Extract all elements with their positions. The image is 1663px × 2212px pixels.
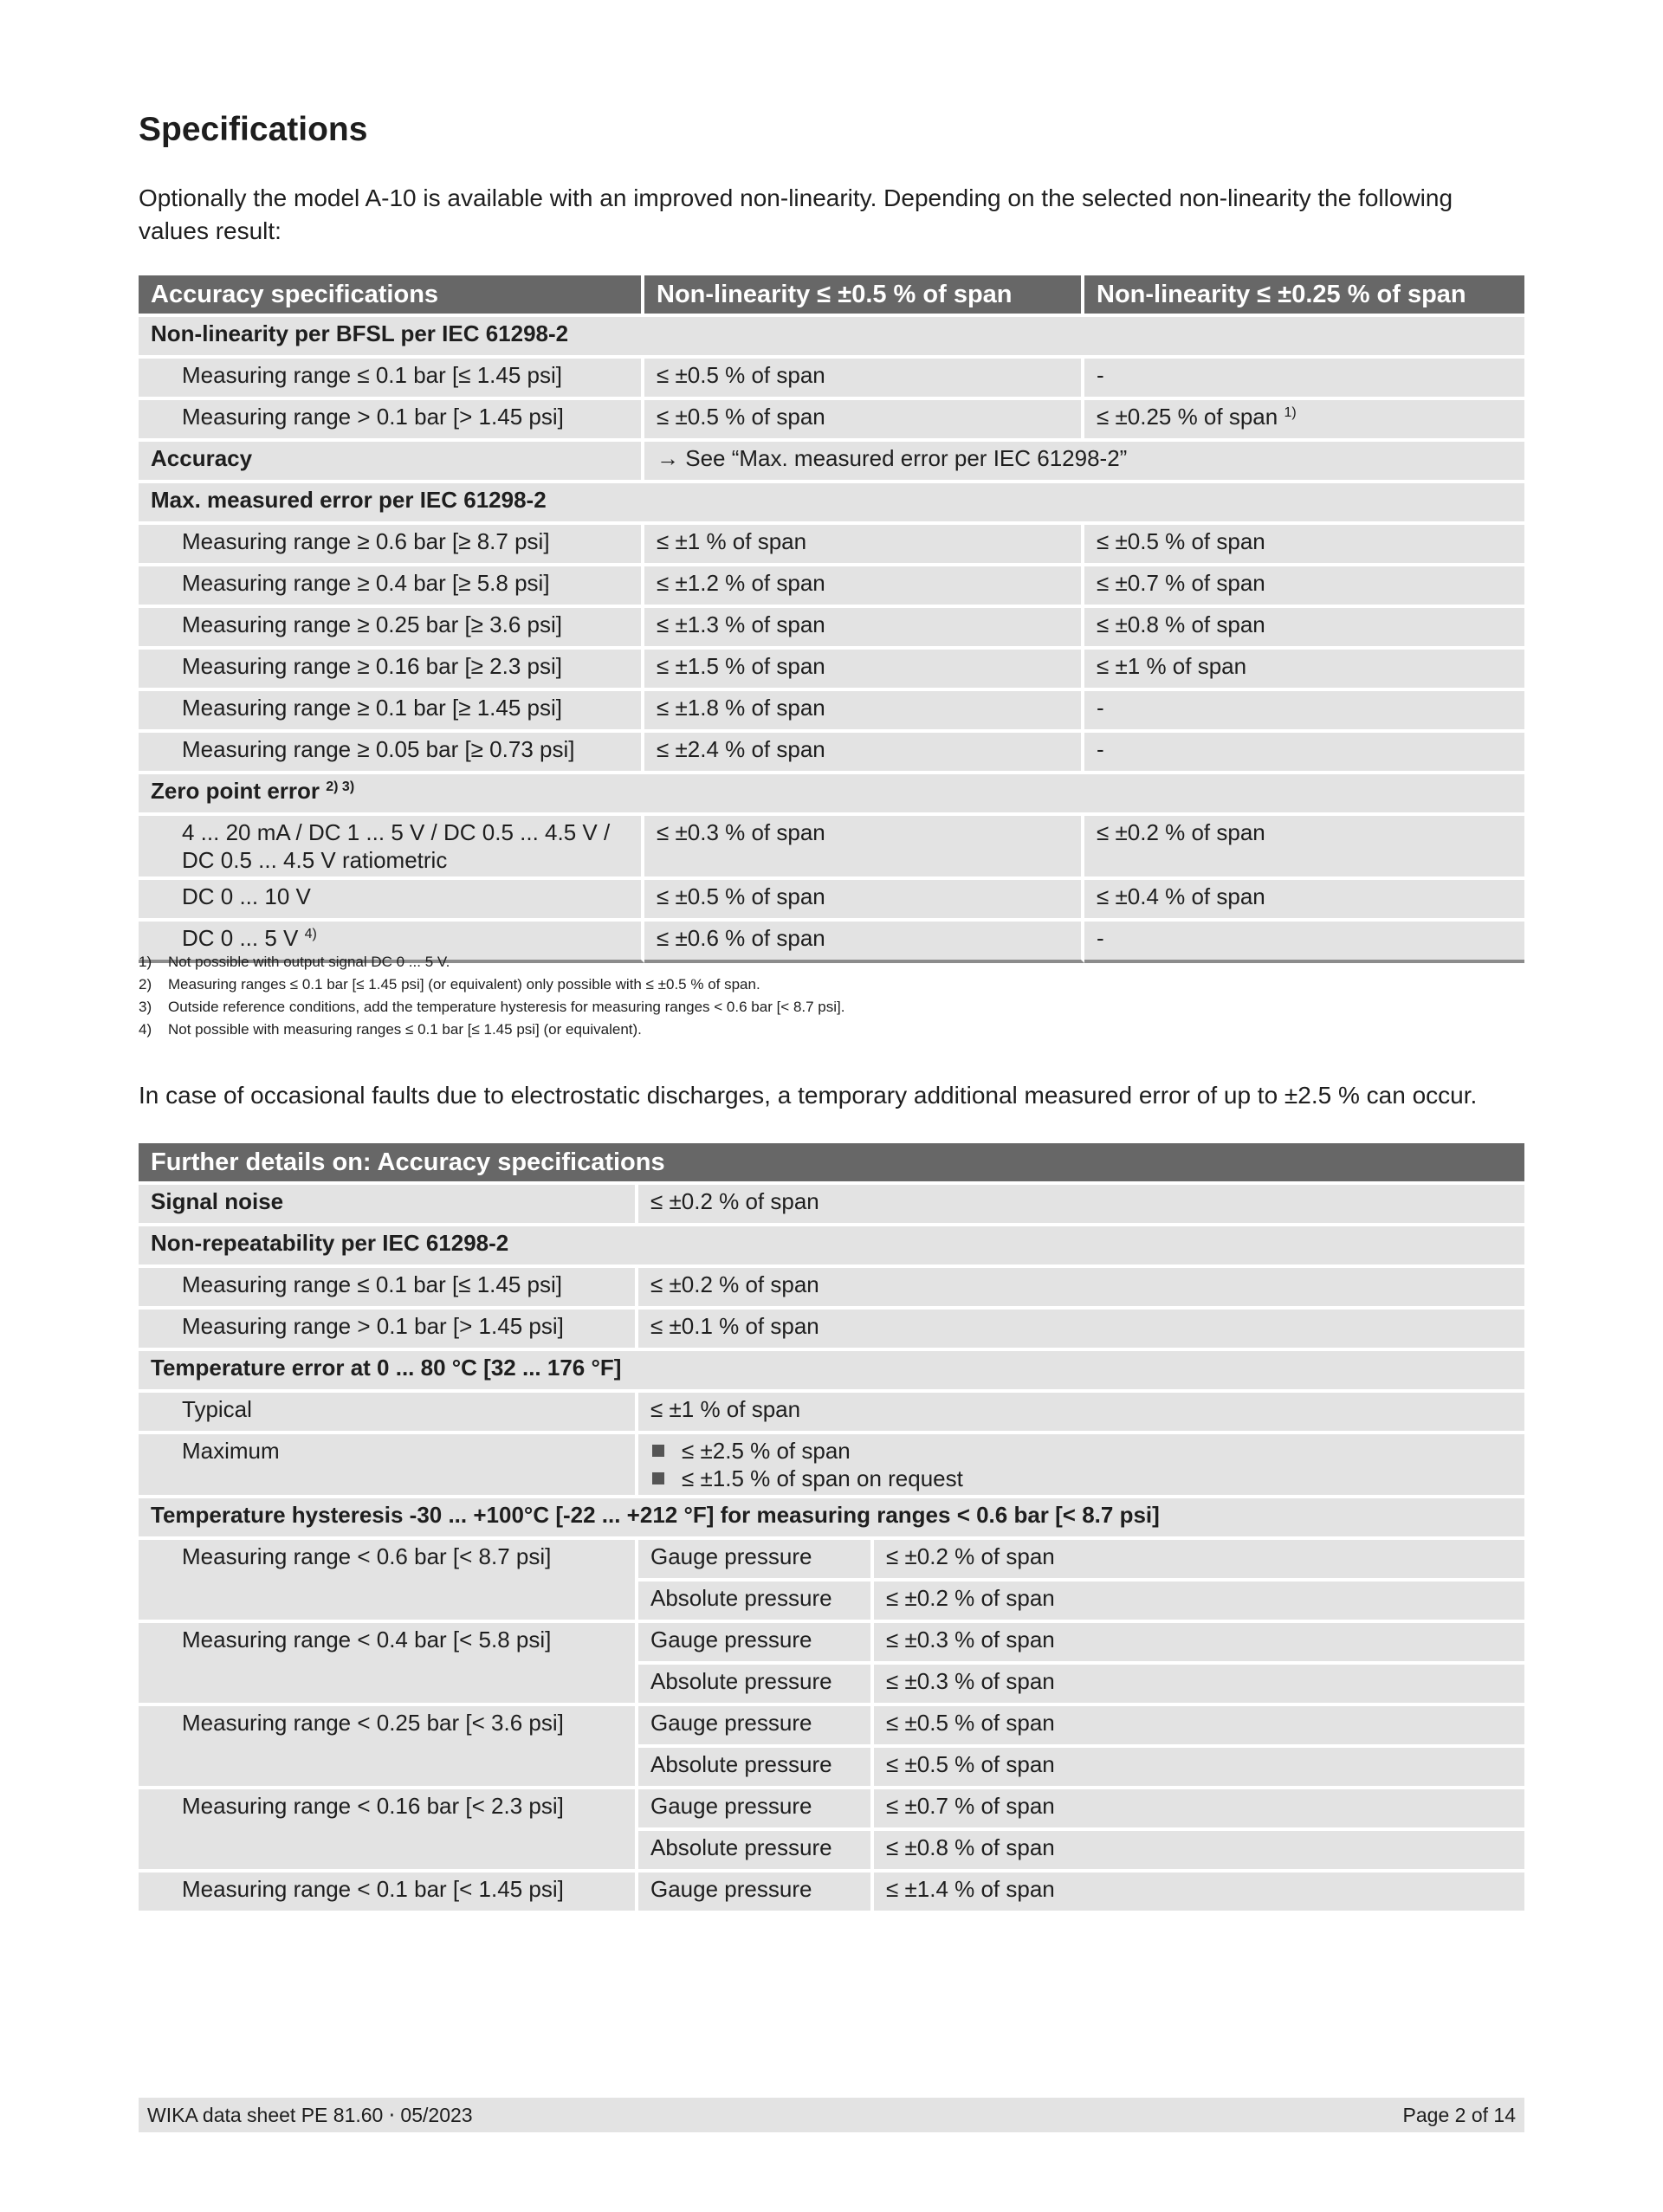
- row-label: Measuring range ≥ 0.4 bar [≥ 5.8 psi]: [139, 566, 644, 605]
- row-label: Measuring range > 0.1 bar [> 1.45 psi]: [139, 1310, 638, 1348]
- accuracy-specifications-table: [139, 272, 1524, 967]
- footnote: [139, 1019, 1524, 1041]
- footnote-marker: 4): [304, 927, 317, 941]
- section-row: [139, 317, 1524, 355]
- row-label: Measuring range < 0.6 bar [< 8.7 psi]: [139, 1540, 638, 1620]
- list-item-text: ≤ ±2.5 % of span: [682, 1438, 851, 1464]
- table-row: [139, 359, 1524, 397]
- cell-value: ≤ ±1 % of span: [1084, 650, 1524, 688]
- footnote-marker: 1): [1284, 405, 1297, 420]
- pressure-type: Gauge pressure: [638, 1623, 874, 1661]
- row-label: Measuring range ≥ 0.16 bar [≥ 2.3 psi]: [139, 650, 644, 688]
- cell-value: ≤ ±0.3 % of span: [874, 1623, 1524, 1661]
- cell-value: ≤ ±0.2 % of span: [1084, 816, 1524, 876]
- row-label: Measuring range ≤ 0.1 bar [≤ 1.45 psi]: [139, 359, 644, 397]
- pressure-type: Gauge pressure: [638, 1789, 874, 1827]
- cell-value: ≤ ±0.1 % of span: [638, 1310, 1524, 1348]
- page-footer: [139, 2098, 1524, 2132]
- row-label: Measuring range < 0.16 bar [< 2.3 psi]: [139, 1789, 638, 1869]
- footnote-text: Not possible with output signal DC 0 ... 5 V.: [168, 954, 450, 970]
- cell-value: ≤ ±1.8 % of span: [644, 691, 1084, 729]
- section-heading-text: Zero point error: [151, 778, 320, 804]
- column-header: Non-linearity ≤ ±0.25 % of span: [1084, 275, 1524, 314]
- footnote: [139, 951, 1524, 973]
- footnote-number: 2): [139, 976, 152, 993]
- cell-value: ≤ ±0.5 % of span: [644, 359, 1084, 397]
- page-title: Specifications: [139, 111, 368, 148]
- footnote-marker: 2) 3): [326, 779, 355, 794]
- footnote-text: Not possible with measuring ranges ≤ 0.1 bar [≤ 1.45 psi] (or equivalent).: [168, 1021, 642, 1038]
- row-label: Signal noise: [139, 1185, 638, 1223]
- intro-paragraph: Optionally the model A-10 is available with an improved non-linearity. Depending on the selected non-linearity the following values result:: [139, 184, 1453, 244]
- row-label-text: DC 0 ... 5 V: [182, 925, 299, 951]
- column-header: Non-linearity ≤ ±0.5 % of span: [644, 275, 1084, 314]
- table-header: Further details on: Accuracy specifications: [139, 1143, 1524, 1181]
- cell-value: ≤ ±0.3 % of span: [874, 1665, 1524, 1703]
- row-label: Maximum: [139, 1434, 638, 1495]
- cell-value: ≤ ±1.5 % of span: [644, 650, 1084, 688]
- table-row: [139, 525, 1524, 563]
- footnote: [139, 996, 1524, 1019]
- section-heading: [139, 774, 1524, 812]
- footnote-number: 4): [139, 1021, 152, 1038]
- section-row: [139, 1351, 1524, 1389]
- cell-text: ≤ ±0.25 % of span: [1097, 404, 1278, 430]
- cell-value: ≤ ±0.5 % of span: [874, 1706, 1524, 1744]
- cell-value: ≤ ±1.2 % of span: [644, 566, 1084, 605]
- table-row: [139, 691, 1524, 729]
- section-row: [139, 483, 1524, 521]
- section-heading: Temperature error at 0 ... 80 °C [32 ... 176 °F]: [139, 1351, 1524, 1389]
- table-row: [139, 733, 1524, 771]
- pressure-type: Absolute pressure: [638, 1748, 874, 1786]
- row-label: Measuring range < 0.25 bar [< 3.6 psi]: [139, 1706, 638, 1786]
- table-header-row: [139, 1143, 1524, 1181]
- table-row: [139, 816, 1524, 876]
- bullet-list: [650, 1437, 1512, 1492]
- row-label: Measuring range ≥ 0.6 bar [≥ 8.7 psi]: [139, 525, 644, 563]
- table-row: [139, 608, 1524, 646]
- row-label: Measuring range > 0.1 bar [> 1.45 psi]: [139, 400, 644, 438]
- table-row: [139, 1268, 1524, 1306]
- cell-value: ≤ ±0.5 % of span: [874, 1748, 1524, 1786]
- footnote: [139, 973, 1524, 996]
- column-header: Accuracy specifications: [139, 275, 644, 314]
- table-row: [139, 650, 1524, 688]
- section-heading: Non-linearity per BFSL per IEC 61298-2: [139, 317, 1524, 355]
- cell-value: ≤ ±0.2 % of span: [874, 1581, 1524, 1620]
- cell-value: ≤ ±0.8 % of span: [874, 1831, 1524, 1869]
- cell-value: ≤ ±0.5 % of span: [644, 400, 1084, 438]
- section-row: [139, 1498, 1524, 1536]
- section-row: [139, 1226, 1524, 1264]
- cell-value: ≤ ±0.2 % of span: [638, 1185, 1524, 1223]
- cell-value: ≤ ±1 % of span: [644, 525, 1084, 563]
- row-label: Measuring range ≥ 0.1 bar [≥ 1.45 psi]: [139, 691, 644, 729]
- cell-value: ≤ ±1 % of span: [638, 1393, 1524, 1431]
- cell-value: ≤ ±2.4 % of span: [644, 733, 1084, 771]
- cell-value: [638, 1434, 1524, 1495]
- footnote-number: 1): [139, 954, 152, 970]
- footer-document-id: WIKA data sheet PE 81.60 ⋅ 05/2023: [147, 2104, 473, 2126]
- list-item: [650, 1437, 1512, 1465]
- table-row: [139, 1540, 1524, 1578]
- cell-value: ≤ ±0.2 % of span: [874, 1540, 1524, 1578]
- list-item-text: ≤ ±1.5 % of span on request: [682, 1465, 963, 1491]
- section-row: [139, 774, 1524, 812]
- table-row: [139, 1789, 1524, 1827]
- row-label: Typical: [139, 1393, 638, 1431]
- table-row: [139, 1185, 1524, 1223]
- cell-value: ≤ ±0.2 % of span: [638, 1268, 1524, 1306]
- row-label: [139, 816, 644, 876]
- table-row: [139, 1310, 1524, 1348]
- section-heading: Max. measured error per IEC 61298-2: [139, 483, 1524, 521]
- row-label-line: 4 ... 20 mA / DC 1 ... 5 V / DC 0.5 ... 4.5 V /: [182, 819, 611, 845]
- table-row: [139, 400, 1524, 438]
- footnote-text: Outside reference conditions, add the temperature hysteresis for measuring ranges < 0.6 bar [< 8.7 psi].: [168, 999, 845, 1015]
- cell-value: -: [1084, 733, 1524, 771]
- row-label: Measuring range < 0.1 bar [< 1.45 psi]: [139, 1872, 638, 1911]
- row-label: Measuring range ≥ 0.25 bar [≥ 3.6 psi]: [139, 608, 644, 646]
- pressure-type: Absolute pressure: [638, 1831, 874, 1869]
- esd-note: In case of occasional faults due to electrostatic discharges, a temporary additional measured error of up to ±2.5 % can occur.: [139, 1082, 1478, 1109]
- pressure-type: Gauge pressure: [638, 1706, 874, 1744]
- cell-value: ≤ ±0.8 % of span: [1084, 608, 1524, 646]
- footnotes: [139, 951, 1524, 1041]
- row-label: Measuring range < 0.4 bar [< 5.8 psi]: [139, 1623, 638, 1703]
- table-row: [139, 442, 1524, 480]
- pressure-type: Absolute pressure: [638, 1581, 874, 1620]
- list-item: [650, 1465, 1512, 1492]
- accuracy-details-table: [139, 1140, 1524, 1914]
- footer-page-number: Page 2 of 14: [1402, 2104, 1516, 2126]
- cell-value: ≤ ±1.3 % of span: [644, 608, 1084, 646]
- cell-value: [1084, 400, 1524, 438]
- pressure-type: Gauge pressure: [638, 1872, 874, 1911]
- table-row: [139, 1434, 1524, 1495]
- cell-value: -: [1084, 359, 1524, 397]
- section-heading: Non-repeatability per IEC 61298-2: [139, 1226, 1524, 1264]
- square-bullet-icon: [652, 1472, 664, 1484]
- row-label: Accuracy: [139, 442, 644, 480]
- footnote-number: 3): [139, 999, 152, 1015]
- section-heading: Temperature hysteresis -30 ... +100°C [-22 ... +212 °F] for measuring ranges < 0.6 bar [< 8.7 psi]: [139, 1498, 1524, 1536]
- pressure-type: Gauge pressure: [638, 1540, 874, 1578]
- row-label-line: DC 0.5 ... 4.5 V ratiometric: [182, 847, 448, 873]
- cell-value: -: [1084, 922, 1524, 963]
- cell-value: ≤ ±0.7 % of span: [874, 1789, 1524, 1827]
- square-bullet-icon: [652, 1445, 664, 1457]
- pressure-type: Absolute pressure: [638, 1665, 874, 1703]
- cell-value: ≤ ±0.4 % of span: [1084, 880, 1524, 918]
- table-header-row: [139, 275, 1524, 314]
- table-row: [139, 1872, 1524, 1911]
- cell-value: ≤ ±0.6 % of span: [644, 922, 1084, 963]
- row-label: DC 0 ... 10 V: [139, 880, 644, 918]
- table-row: [139, 880, 1524, 918]
- row-label: Measuring range ≥ 0.05 bar [≥ 0.73 psi]: [139, 733, 644, 771]
- row-label: Measuring range ≤ 0.1 bar [≤ 1.45 psi]: [139, 1268, 638, 1306]
- table-row: [139, 1706, 1524, 1744]
- table-row: [139, 566, 1524, 605]
- cell-value: ≤ ±0.3 % of span: [644, 816, 1084, 876]
- cell-value: ≤ ±1.4 % of span: [874, 1872, 1524, 1911]
- table-row: [139, 1623, 1524, 1661]
- footnote-text: Measuring ranges ≤ 0.1 bar [≤ 1.45 psi] (or equivalent) only possible with ≤ ±0.5 % of span.: [168, 976, 760, 993]
- table-row: [139, 1393, 1524, 1431]
- cell-value: ≤ ±0.7 % of span: [1084, 566, 1524, 605]
- cell-value: -: [1084, 691, 1524, 729]
- cell-value: ≤ ±0.5 % of span: [1084, 525, 1524, 563]
- cell-value: ≤ ±0.5 % of span: [644, 880, 1084, 918]
- cell-value: → See “Max. measured error per IEC 61298-2”: [644, 442, 1524, 480]
